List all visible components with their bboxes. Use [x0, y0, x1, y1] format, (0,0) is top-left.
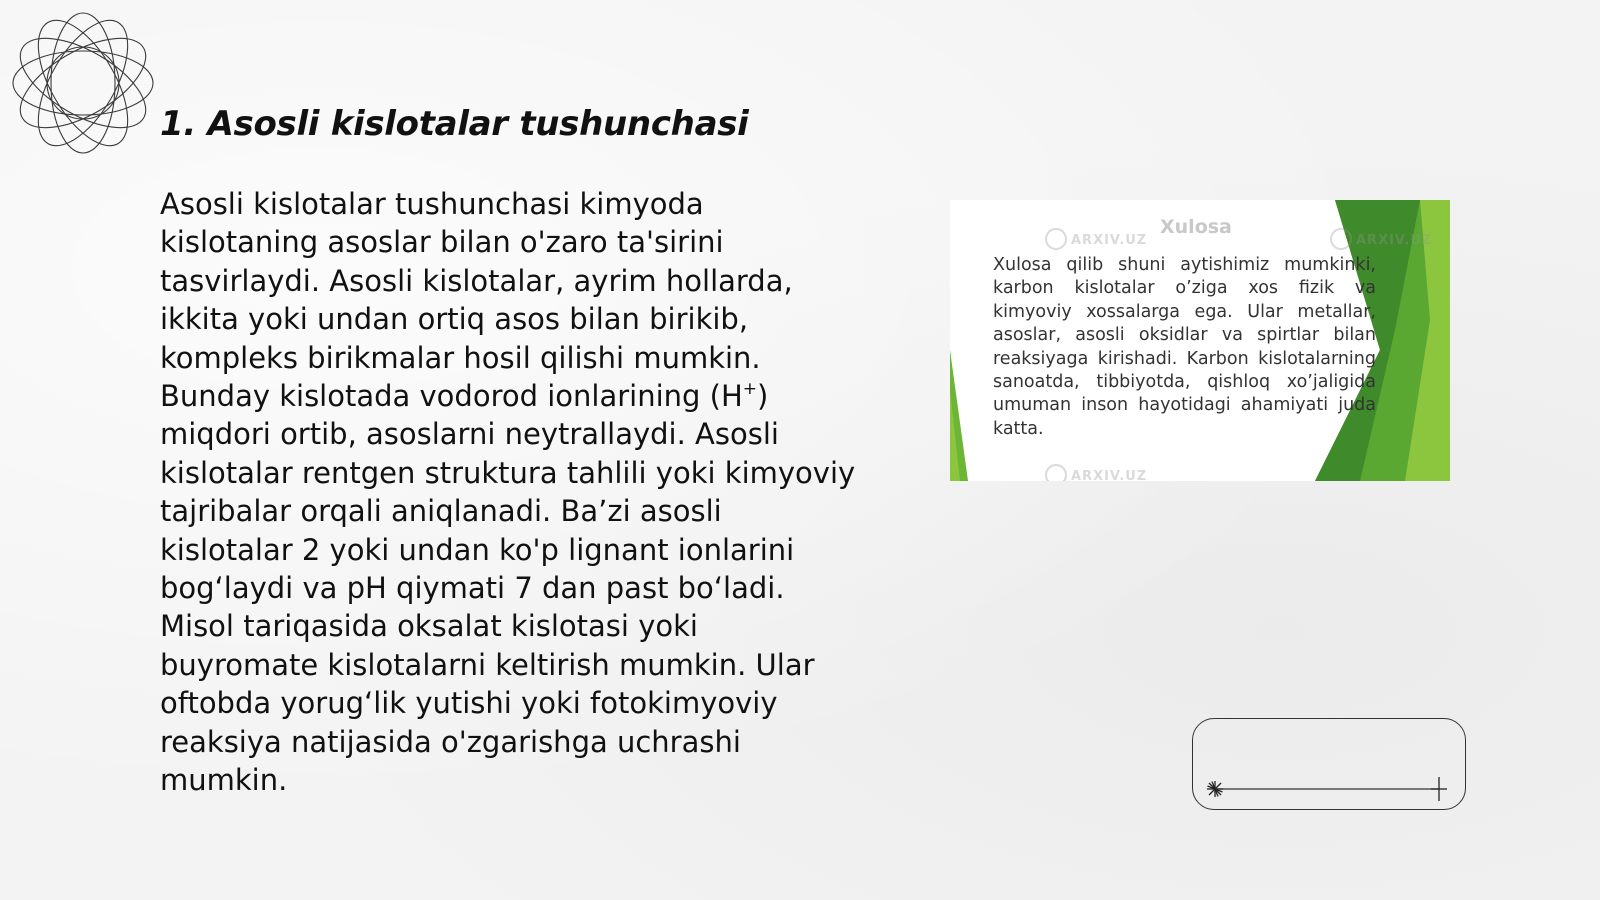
summary-card-image — [950, 200, 1450, 481]
card-title: Xulosa — [1160, 216, 1232, 238]
decorative-slider-frame — [1192, 718, 1466, 810]
star-cross-icon — [1431, 777, 1447, 801]
watermark-text: ARXIV.UZ — [1045, 228, 1147, 250]
slide-title: 1. Asosli kislotalar tushunchasi — [160, 104, 749, 144]
slider-track — [1193, 719, 1465, 809]
spirograph-ornament-icon — [10, 10, 156, 156]
body-text-part-1: Asosli kislotalar tushunchasi kimyoda kislotaning asoslar bilan o'zaro ta'sirini tasvirlaydi. Asosli kislotalar, ayrim hollarda, ikkita yoki undan ortiq asos bilan birikib, kompleks birikmalar hosil qilishi mumkin. Bunday kislotada vodorod ionlarining (H — [160, 187, 793, 414]
body-text-part-2: ) miqdori ortib, asoslarni neytrallaydi. Asosli kislotalar rentgen struktura tahlili yoki kimyoviy tajribalar orqali aniqlanadi. Ba’zi asosli kislotalar 2 yoki undan ko'p lignant ionlarini bog‘laydi va pH qiymati 7 dan past bo‘ladi. Misol tariqasida oksalat kislotasi yoki buyromate kislotalarni keltirish mumkin. Ular oftobda yorug‘lik yutishi yoki fotokimyoviy reaksiya natijasida o'zgarishga uchrashi mumkin. — [160, 379, 856, 798]
hydrogen-charge-superscript: + — [742, 379, 758, 400]
slide-body-text — [160, 185, 860, 800]
sparkle-icon — [1207, 781, 1223, 797]
watermark-text: ARXIV.UZ — [1045, 464, 1147, 481]
card-text: Xulosa qilib shuni aytishimiz mumkinki, karbon kislotalar o’ziga xos fizik va kimyoviy xossalarga ega. Ular metallar, asoslar, asosli oksidlar va spirtlar bilan reaksiyaga kirishadi. Karbon kislotalarning sanoatda, tibbiyotda, qishloq xo’jaligida umuman inson hayotidagi ahamiyati juda katta. — [993, 255, 1376, 439]
watermark-text: ARXIV.UZ — [1330, 228, 1432, 250]
